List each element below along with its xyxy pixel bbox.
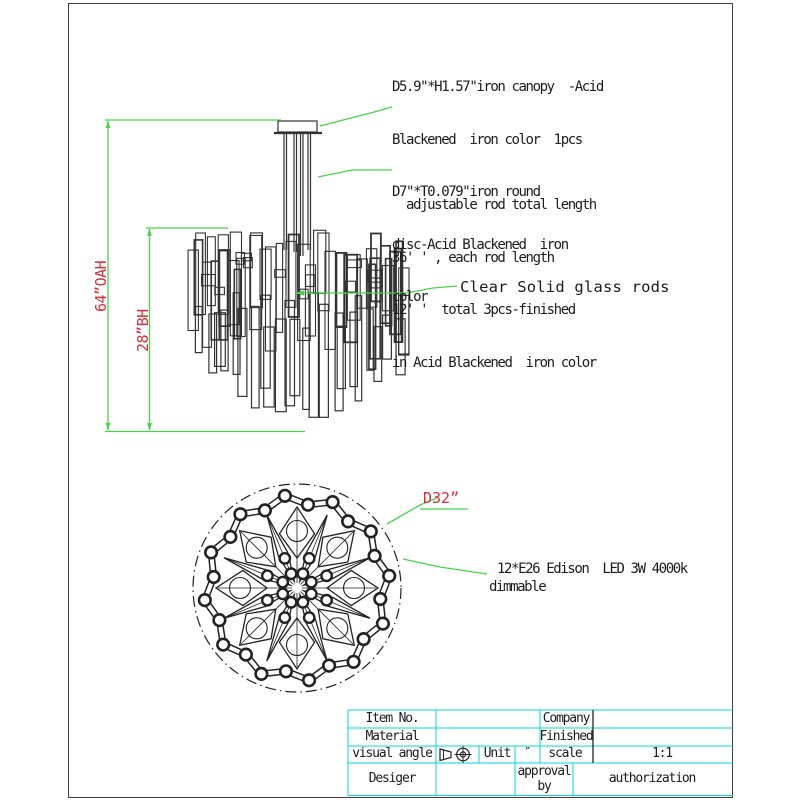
designer-label: Desiger xyxy=(368,771,416,786)
canopy-note-line: D5.9"*H1.57"iron canopy -Acid xyxy=(392,79,603,95)
canopy-note-line: color xyxy=(392,289,428,305)
lamp-note-line1: 12*E26 Edison LED 3W 4000k xyxy=(497,561,687,577)
item-no-label: Item No. xyxy=(365,711,419,726)
canopy-note-line: disc-Acid Blackened iron xyxy=(392,236,568,253)
scale-label: scale xyxy=(548,746,582,761)
lamp-note-line2: dimmable xyxy=(489,579,546,595)
authorization-label: authorization xyxy=(608,771,696,786)
diameter-dimension: D32” xyxy=(423,489,460,507)
chandelier-side-view xyxy=(188,121,409,417)
approval-label-line2: by xyxy=(537,779,551,794)
glass-rods-note: Clear Solid glass rods xyxy=(460,278,670,296)
material-label: Material xyxy=(365,729,419,744)
visual-angle-label: visual angle xyxy=(352,746,432,761)
unit-value: ″ xyxy=(523,746,531,761)
lamp-leader xyxy=(403,559,487,574)
rod-note-line: 12' ' total 3pcs-finished xyxy=(392,302,575,318)
company-label: Company xyxy=(542,711,590,726)
approval-label-line1: approval xyxy=(517,764,571,779)
finished-label: Finished xyxy=(539,729,593,744)
unit-label: Unit xyxy=(483,746,511,761)
canopy-note-line: Blackened iron color 1pcs xyxy=(392,131,582,148)
rod-leader xyxy=(318,170,392,177)
canopy-note-line: D7"*T0.079"iron round xyxy=(392,184,540,200)
scale-value: 1:1 xyxy=(652,746,672,761)
chandelier-bottom-view xyxy=(193,484,401,692)
dimension-arrows xyxy=(106,120,152,431)
canopy-leader xyxy=(320,107,392,126)
first-angle-projection-icon xyxy=(440,746,472,763)
rod-note-line: 36' ' , each rod length xyxy=(392,249,554,266)
canopy xyxy=(278,121,317,132)
rod-note-line: adjustable rod total length xyxy=(392,197,596,213)
overall-height-dimension: 64”OAH xyxy=(92,260,110,312)
rod-note-line: in Acid Blackened iron color xyxy=(392,354,596,371)
glass-rod-cluster xyxy=(188,230,409,417)
body-height-dimension: 28”BH xyxy=(134,309,152,352)
